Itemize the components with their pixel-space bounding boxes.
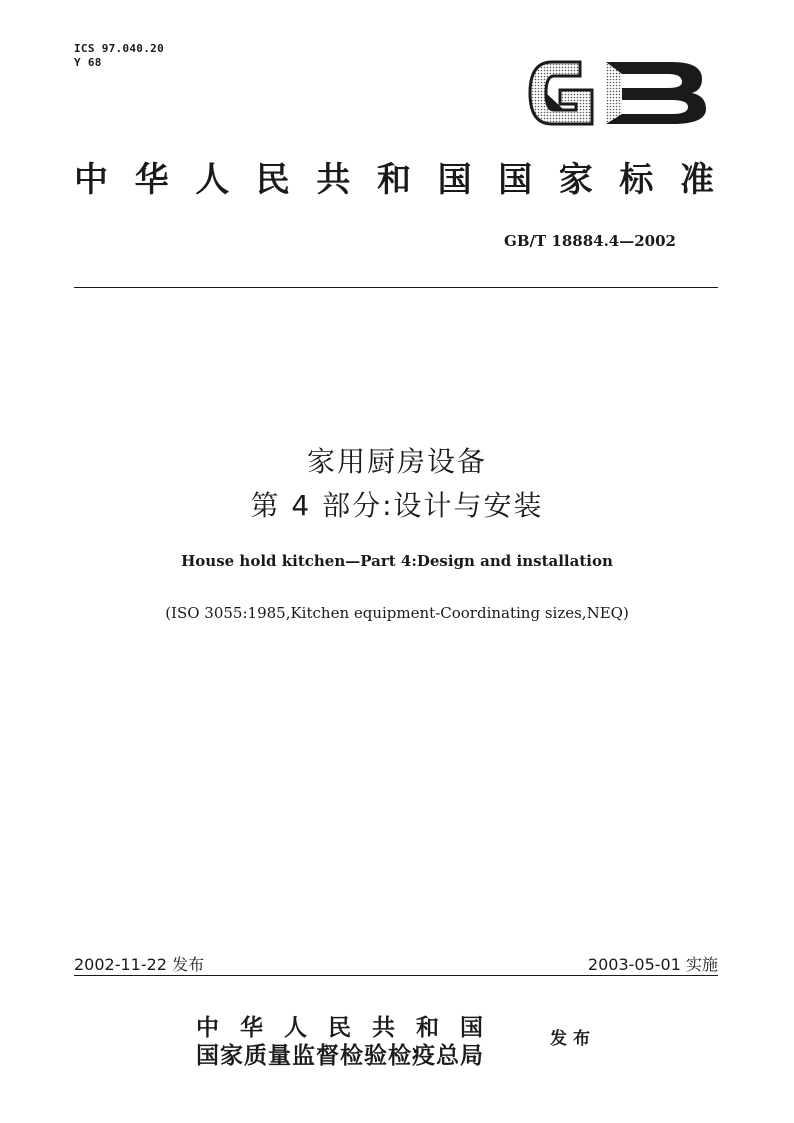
- ics-code: ICS 97.040.20: [74, 42, 164, 55]
- national-standard-title: 中华人民共和国国家标准: [74, 160, 718, 200]
- implementation-date: 2003-05-01 实施: [587, 955, 718, 974]
- ccs-code: Y 68: [74, 56, 102, 69]
- classification-codes: [74, 42, 164, 70]
- issuing-organizations: [196, 1014, 504, 1070]
- header-divider: [74, 287, 718, 288]
- issue-date: 2002-11-22 发布: [74, 955, 205, 974]
- issuer-action: 发布: [550, 1029, 596, 1049]
- chinese-title-line-1: 家用厨房设备: [306, 445, 487, 478]
- iso-reference: (ISO 3055:1985,Kitchen equipment-Coordinating sizes,NEQ): [165, 604, 629, 622]
- footer-divider: [74, 975, 718, 976]
- gb-logo-icon: [522, 54, 718, 132]
- issuer-line-2: 国家质量监督检验检疫总局: [196, 1042, 484, 1069]
- english-title: House hold kitchen—Part 4:Design and installation: [181, 552, 613, 570]
- chinese-title-line-2: 第 4 部分:设计与安装: [250, 489, 544, 522]
- standard-number: GB/T 18884.4—2002: [504, 232, 676, 250]
- issuer-line-1: 中华人民共和国: [196, 1014, 504, 1041]
